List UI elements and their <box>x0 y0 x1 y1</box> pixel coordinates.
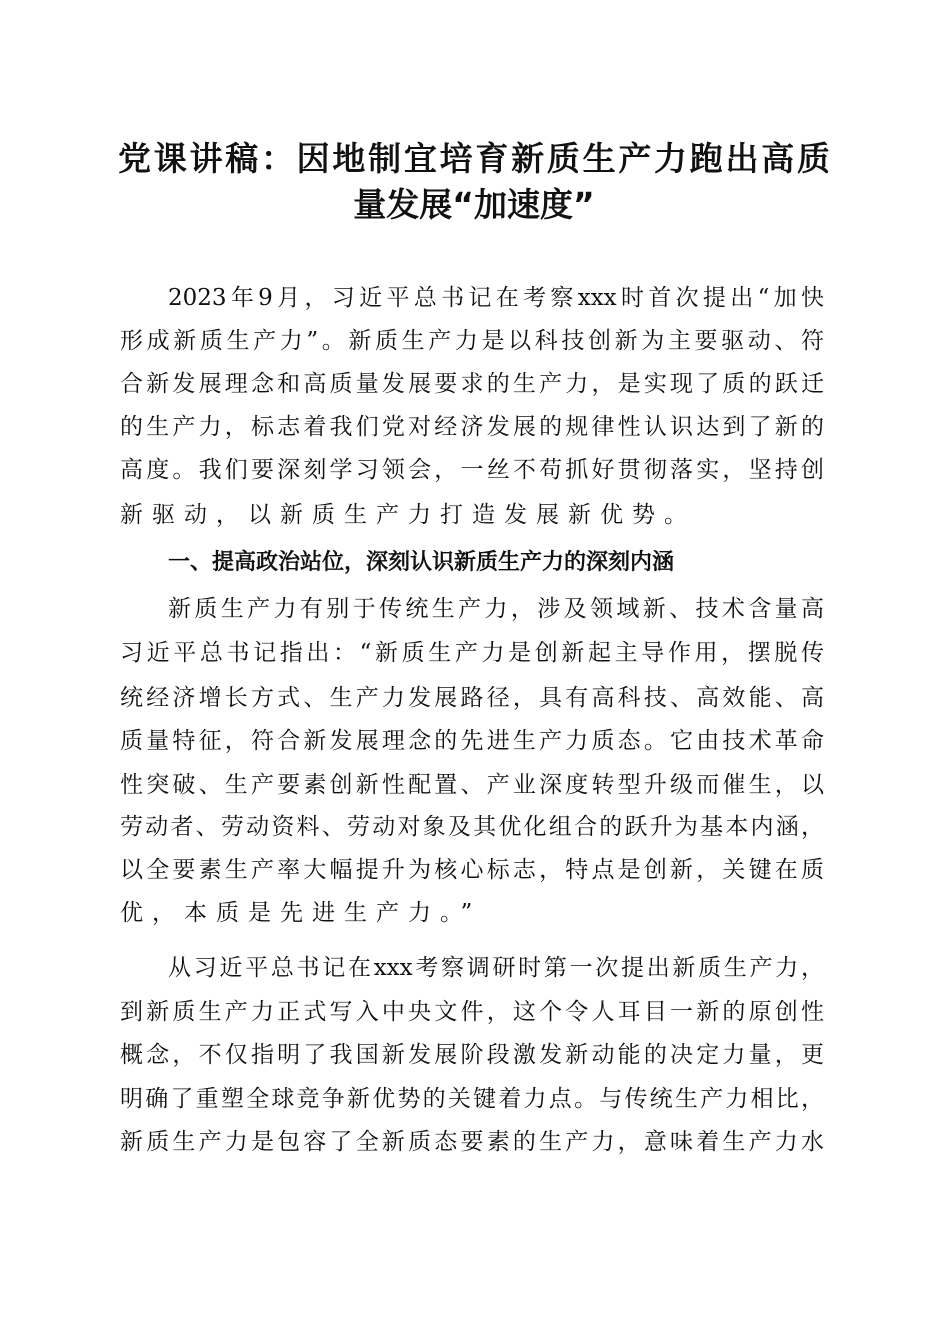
text-line: 统经济增长方式、生产力发展路径，具有高科技、高效能、高 <box>120 685 824 711</box>
text-line: 概念，不仅指明了我国新发展阶段激发新动能的决定力量，更 <box>120 1042 824 1068</box>
text-line: 以全要素生产率大幅提升为核心标志，特点是创新，关键在质 <box>120 857 824 883</box>
title-line-1: 党课讲稿：因地制宜培育新质生产力跑出高质 <box>118 139 830 178</box>
section-heading: 一、提高政治站位，深刻认识新质生产力的深刻内涵 <box>168 550 675 575</box>
text-line: 的生产力，标志着我们党对经济发展的规律性认识达到了新的 <box>120 414 824 440</box>
text-line: 性突破、生产要素创新性配置、产业深度转型升级而催生，以 <box>120 772 824 798</box>
text-line: 高度。我们要深刻学习领会，一丝不苟抓好贯彻落实，坚持创 <box>120 457 824 483</box>
text-line: 合新发展理念和高质量发展要求的生产力，是实现了质的跃迁 <box>120 371 824 397</box>
text-line: 从习近平总书记在xxx考察调研时第一次提出新质生产力， <box>168 955 824 981</box>
text-line: 新驱动，以新质生产力打造发展新优势。 <box>120 502 696 528</box>
text-line: 劳动者、劳动资料、劳动对象及其优化组合的跃升为基本内涵， <box>120 814 824 840</box>
text-line: 优，本质是先进生产力。” <box>120 900 482 926</box>
text-line: 形成新质生产力”。新质生产力是以科技创新为主要驱动、符 <box>120 328 824 354</box>
text-line: 新质生产力有别于传统生产力，涉及领域新、技术含量高 <box>168 596 824 622</box>
text-line: 新质生产力是包容了全新质态要素的生产力，意味着生产力水 <box>120 1129 824 1155</box>
text-line: 明确了重塑全球竞争新优势的关键着力点。与传统生产力相比， <box>120 1086 824 1112</box>
document-title <box>118 136 830 228</box>
title-line-2: 量发展“加速度” <box>353 185 595 224</box>
text-line: 到新质生产力正式写入中央文件，这个令人耳目一新的原创性 <box>120 999 824 1025</box>
text-line: 质量特征，符合新发展理念的先进生产力质态。它由技术革命 <box>120 728 824 754</box>
text-line: 习近平总书记指出：“新质生产力是创新起主导作用，摆脱传 <box>120 640 824 666</box>
text-line: 2023年9月，习近平总书记在考察xxx时首次提出“加快 <box>168 285 824 311</box>
